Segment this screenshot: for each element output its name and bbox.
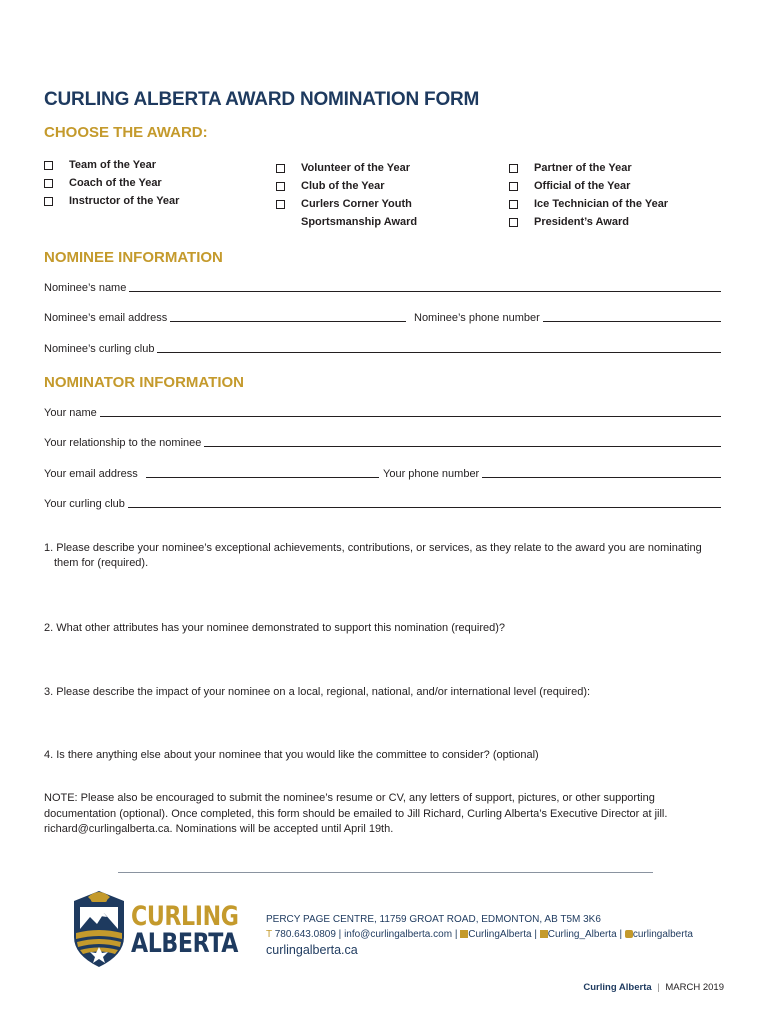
award-column-2 (276, 159, 417, 231)
instagram-link[interactable]: curlingalberta (632, 929, 693, 940)
input-line[interactable] (100, 416, 721, 417)
checkbox[interactable] (509, 218, 518, 227)
nominee-club-field[interactable] (44, 343, 721, 355)
input-line[interactable] (157, 352, 721, 353)
award-label: Partner of the Year (534, 162, 632, 174)
award-label: Sportsmanship Award (301, 216, 418, 228)
award-label: Volunteer of the Year (301, 162, 411, 174)
your-phone-field[interactable] (383, 468, 721, 480)
question-3: 3. Please describe the impact of your nominee on a local, regional, national, and/or international level (required): (44, 686, 591, 698)
separator: | (454, 929, 458, 940)
award-option[interactable] (44, 192, 179, 210)
facebook-link[interactable]: CurlingAlberta (468, 929, 532, 940)
checkbox[interactable] (509, 200, 518, 209)
nominee-email-field[interactable] (44, 312, 406, 324)
question-4: 4. Is there anything else about your nominee that you would like the committee to consider? (optional) (44, 749, 539, 761)
contact-line (266, 929, 693, 940)
separator: | (534, 929, 537, 940)
field-label: Nominee’s email address (44, 312, 168, 324)
input-line[interactable] (129, 291, 721, 292)
instagram-icon (625, 930, 633, 938)
checkbox[interactable] (44, 161, 53, 170)
award-label: Team of the Year (69, 159, 157, 171)
question-1: 1. Please describe your nominee’s exceptional achievements, contributions, or services, as they relate to the award you are nominating them for (required). (44, 542, 702, 569)
logo-word-curling: CURLING (131, 901, 239, 932)
checkbox[interactable] (276, 164, 285, 173)
checkbox[interactable] (44, 197, 53, 206)
award-option[interactable] (276, 195, 417, 213)
award-label: Official of the Year (534, 180, 631, 192)
input-line[interactable] (482, 477, 721, 478)
checkbox[interactable] (276, 182, 285, 191)
address: PERCY PAGE CENTRE, 11759 GROAT ROAD, EDMONTON, AB T5M 3K6 (266, 914, 601, 925)
separator: | (619, 929, 623, 940)
logo-word-alberta: ALBERTA (131, 928, 238, 959)
field-label: Your name (44, 407, 97, 419)
footer-separator: | (657, 982, 660, 993)
your-name-field[interactable] (44, 407, 721, 419)
relationship-field[interactable] (44, 437, 721, 449)
field-label: Nominee’s curling club (44, 343, 155, 355)
award-label: Coach of the Year (69, 177, 162, 189)
footer-date: MARCH 2019 (665, 982, 724, 993)
award-label: Instructor of the Year (69, 195, 180, 207)
award-label-continued (276, 213, 417, 231)
curling-alberta-shield-logo (70, 885, 128, 969)
nominator-heading: NOMINATOR INFORMATION (44, 374, 244, 391)
divider (118, 872, 653, 873)
field-label: Your phone number (383, 468, 480, 480)
award-option[interactable] (276, 177, 417, 195)
twitter-link[interactable]: Curling_Alberta (547, 929, 617, 940)
award-label: Curlers Corner Youth (301, 198, 412, 210)
email-link[interactable]: info@curlingalberta.com (344, 929, 453, 940)
separator: | (338, 929, 342, 940)
checkbox[interactable] (276, 200, 285, 209)
award-label: Club of the Year (301, 180, 385, 192)
award-option[interactable] (509, 159, 668, 177)
input-line[interactable] (204, 446, 721, 447)
website-link[interactable]: curlingalberta.ca (266, 943, 358, 957)
nominee-heading: NOMINEE INFORMATION (44, 249, 223, 266)
input-line[interactable] (146, 477, 379, 478)
choose-award-heading: CHOOSE THE AWARD: (44, 124, 208, 141)
input-line[interactable] (170, 321, 406, 322)
checkbox[interactable] (509, 164, 518, 173)
form-title: CURLING ALBERTA AWARD NOMINATION FORM (44, 89, 480, 110)
your-email-field[interactable] (44, 468, 379, 480)
award-option[interactable] (44, 156, 179, 174)
checkbox[interactable] (44, 179, 53, 188)
nominee-name-field[interactable] (44, 282, 721, 294)
award-column-1 (44, 156, 179, 210)
phone[interactable]: 780.643.0809 (274, 929, 336, 940)
twitter-icon (540, 930, 548, 938)
question-2: 2. What other attributes has your nominee demonstrated to support this nomination (required)? (44, 622, 506, 634)
field-label: Nominee’s phone number (414, 312, 540, 324)
your-club-field[interactable] (44, 498, 721, 510)
page-footer (583, 982, 724, 993)
award-label: President’s Award (534, 216, 629, 228)
field-label: Your email address (44, 468, 138, 480)
input-line[interactable] (128, 507, 721, 508)
field-label: Your relationship to the nominee (44, 437, 202, 449)
field-label: Nominee’s name (44, 282, 127, 294)
award-option[interactable] (276, 159, 417, 177)
submission-note: NOTE: Please also be encouraged to submit the nominee’s resume or CV, any letters of support, pictures, or other supporting documentation (optional). Once completed, this form should be emailed to Jill Richard, Curling Alberta’s Executive Director at jill. richard@curlingalberta.ca. Nominations will be accepted until April 19th. (44, 792, 668, 835)
input-line[interactable] (543, 321, 721, 322)
footer-org: Curling Alberta (583, 982, 652, 993)
nominee-phone-field[interactable] (414, 312, 721, 324)
award-option[interactable] (509, 213, 668, 231)
checkbox[interactable] (509, 182, 518, 191)
phone-label: T (266, 929, 272, 940)
award-label: Ice Technician of the Year (534, 198, 669, 210)
award-option[interactable] (509, 195, 668, 213)
award-column-3 (509, 159, 668, 231)
award-option[interactable] (44, 174, 179, 192)
field-label: Your curling club (44, 498, 125, 510)
award-option[interactable] (509, 177, 668, 195)
